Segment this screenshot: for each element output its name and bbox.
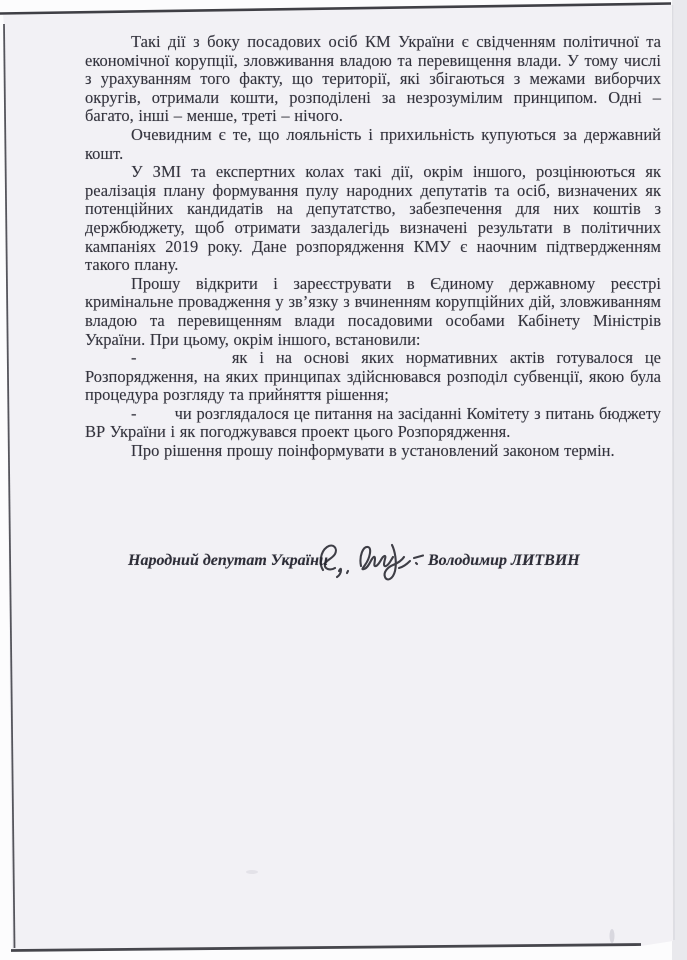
body-paragraph: У ЗМІ та експертних колах такі дії, окрім іншого, розцінюються як реалізація плану формування пулу народних депутатів та осіб, визначених як потенційних кандидатів на депутатство, забезпечення для них коштів з держбюджету, щоб отримати заздалегідь визначені результати в політичних кампаніях 2019 року. Дане розпорядження КМУ є наочним підтвердженням такого плану. [85, 162, 661, 275]
scan-smudge [610, 929, 615, 943]
bullet-item: - як і на основі яких нормативних актів готувалося це Розпорядження, на яких принципах здійснювався розподіл субвенції, якою була процедура розгляду та прийняття рішення; [85, 348, 661, 405]
bullet-item: - чи розглядалося це питання на засіданні Комітету з питань бюджету ВР України і як погоджувався проект цього Розпорядження. [85, 403, 661, 442]
signatory-role: Народний депутат України [128, 552, 328, 569]
body-paragraph: Такі дії з боку посадових осіб КМ України є свідченням політичної та економічної корупції, зловживання владою та перевищення влади. У тому числі з урахуванням того факту, що території, які збігаються з межами виборчих округів, отримали кошти, розподілені за незрозумілим принципом. Одні – багато, інші – менше, треті – нічого. [85, 32, 661, 126]
closing-paragraph: Про рішення прошу поінформувати в установлений законом термін. [131, 441, 615, 461]
signatory-name: Володимир ЛИТВИН [428, 552, 580, 569]
body-paragraph: Очевидним є те, що лояльність і прихильність купуються за державний кошт. [85, 124, 661, 163]
signature-scribble [313, 536, 429, 588]
document-text [85, 33, 661, 461]
body-paragraph: Прошу відкрити і зареєструвати в Єдиному державному реєстрі кримінальне провадження у зв’язку з вчиненням корупційних дій, зловживанням владою та перевищенням влади посадовими особами Кабінету Міністрів України. При цьому, окрім іншого, встановили: [85, 273, 661, 349]
signature-row [85, 549, 661, 605]
scan-smudge [246, 870, 258, 874]
